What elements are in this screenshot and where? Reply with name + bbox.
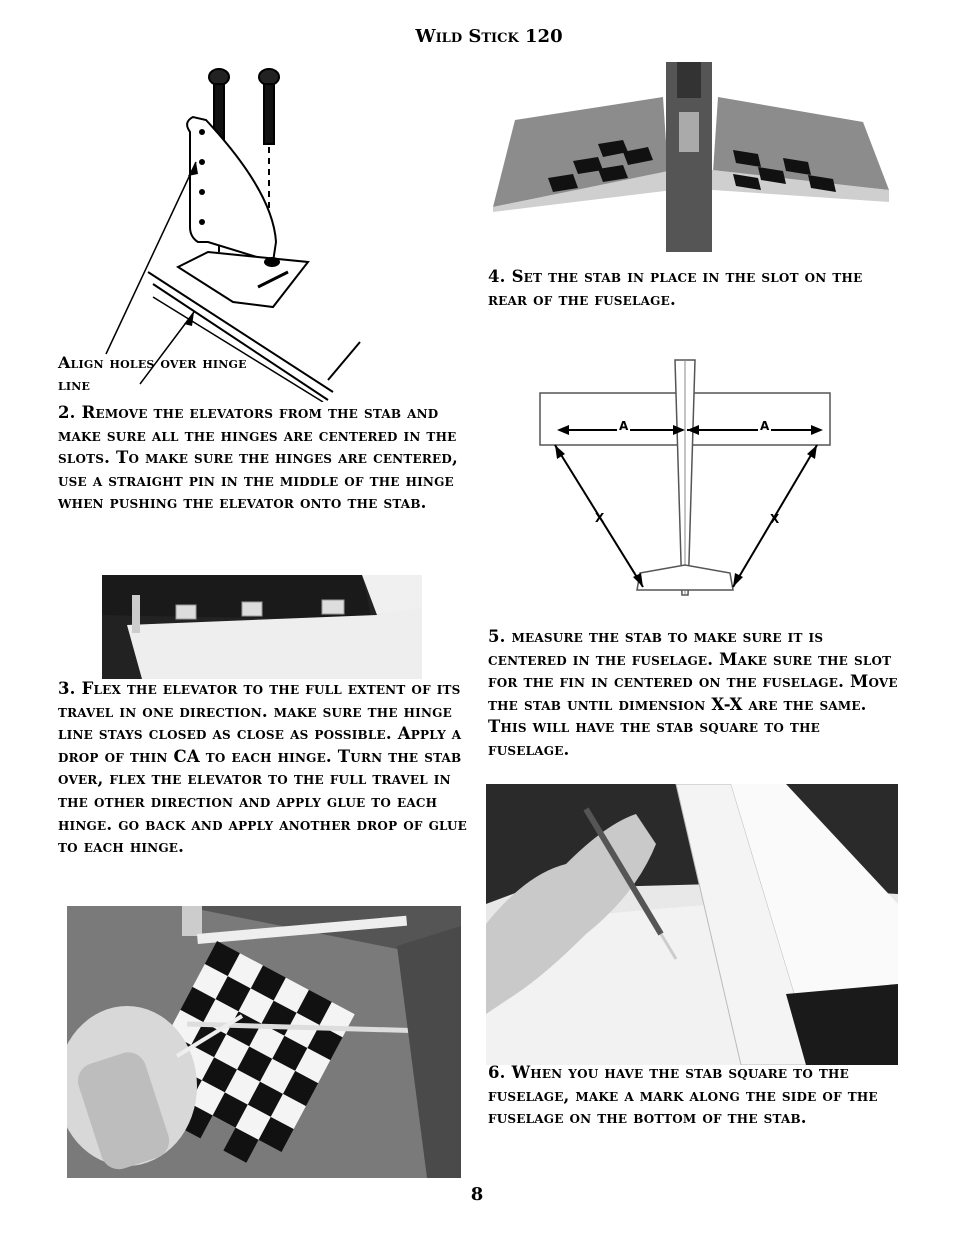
step-4-text: 4. Set the stab in place in the slot on the rear of the fuselage. [488,267,863,309]
step-3-text: 3. Flex the elevator to the full extent of its travel in one direction. make sure the hinge line stays closed as close as possible. Apply a drop of thin CA to each hinge. Turn the stab over, flex the elevator to the full travel in the other direction and apply glue to each hinge. go back and apply another drop of glue to each hinge. [58,679,468,857]
step-2-text: 2. Remove the elevators from the stab and make sure all the hinges are centered in the slots. To make sure the hinges are centered, use a straight pin in the middle of the hinge when pushing the elevator onto the stab. [58,403,458,513]
step-6-text: 6. When you have the stab square to the fuselage, make a mark along the side of the fuselage on the bottom of the stab. [488,1063,878,1128]
hinge-caption: Align holes over hinge line [58,353,247,394]
stab-measure-diagram [535,355,855,600]
hinge-photo [102,575,422,679]
dimension-a-right-label: A [760,419,770,433]
dimension-a-left-label: A [619,419,629,433]
dimension-x-left-label: X [595,511,605,525]
dimension-x-right-label: X [770,512,780,526]
glue-photo [67,906,461,1178]
page-number: 8 [470,1184,484,1205]
stab-slot-photo [493,62,889,252]
step-5-text: 5. measure the stab to make sure it is centered in the fuselage. Make sure the slot for the fin in centered on the fuselage. Move the stab until dimension X-X are the same. This will have the stab square to the fuselage. [488,627,898,759]
marking-photo [486,784,898,1065]
hinge-illustration [58,62,368,402]
page-title: Wild Stick 120 [415,26,563,47]
